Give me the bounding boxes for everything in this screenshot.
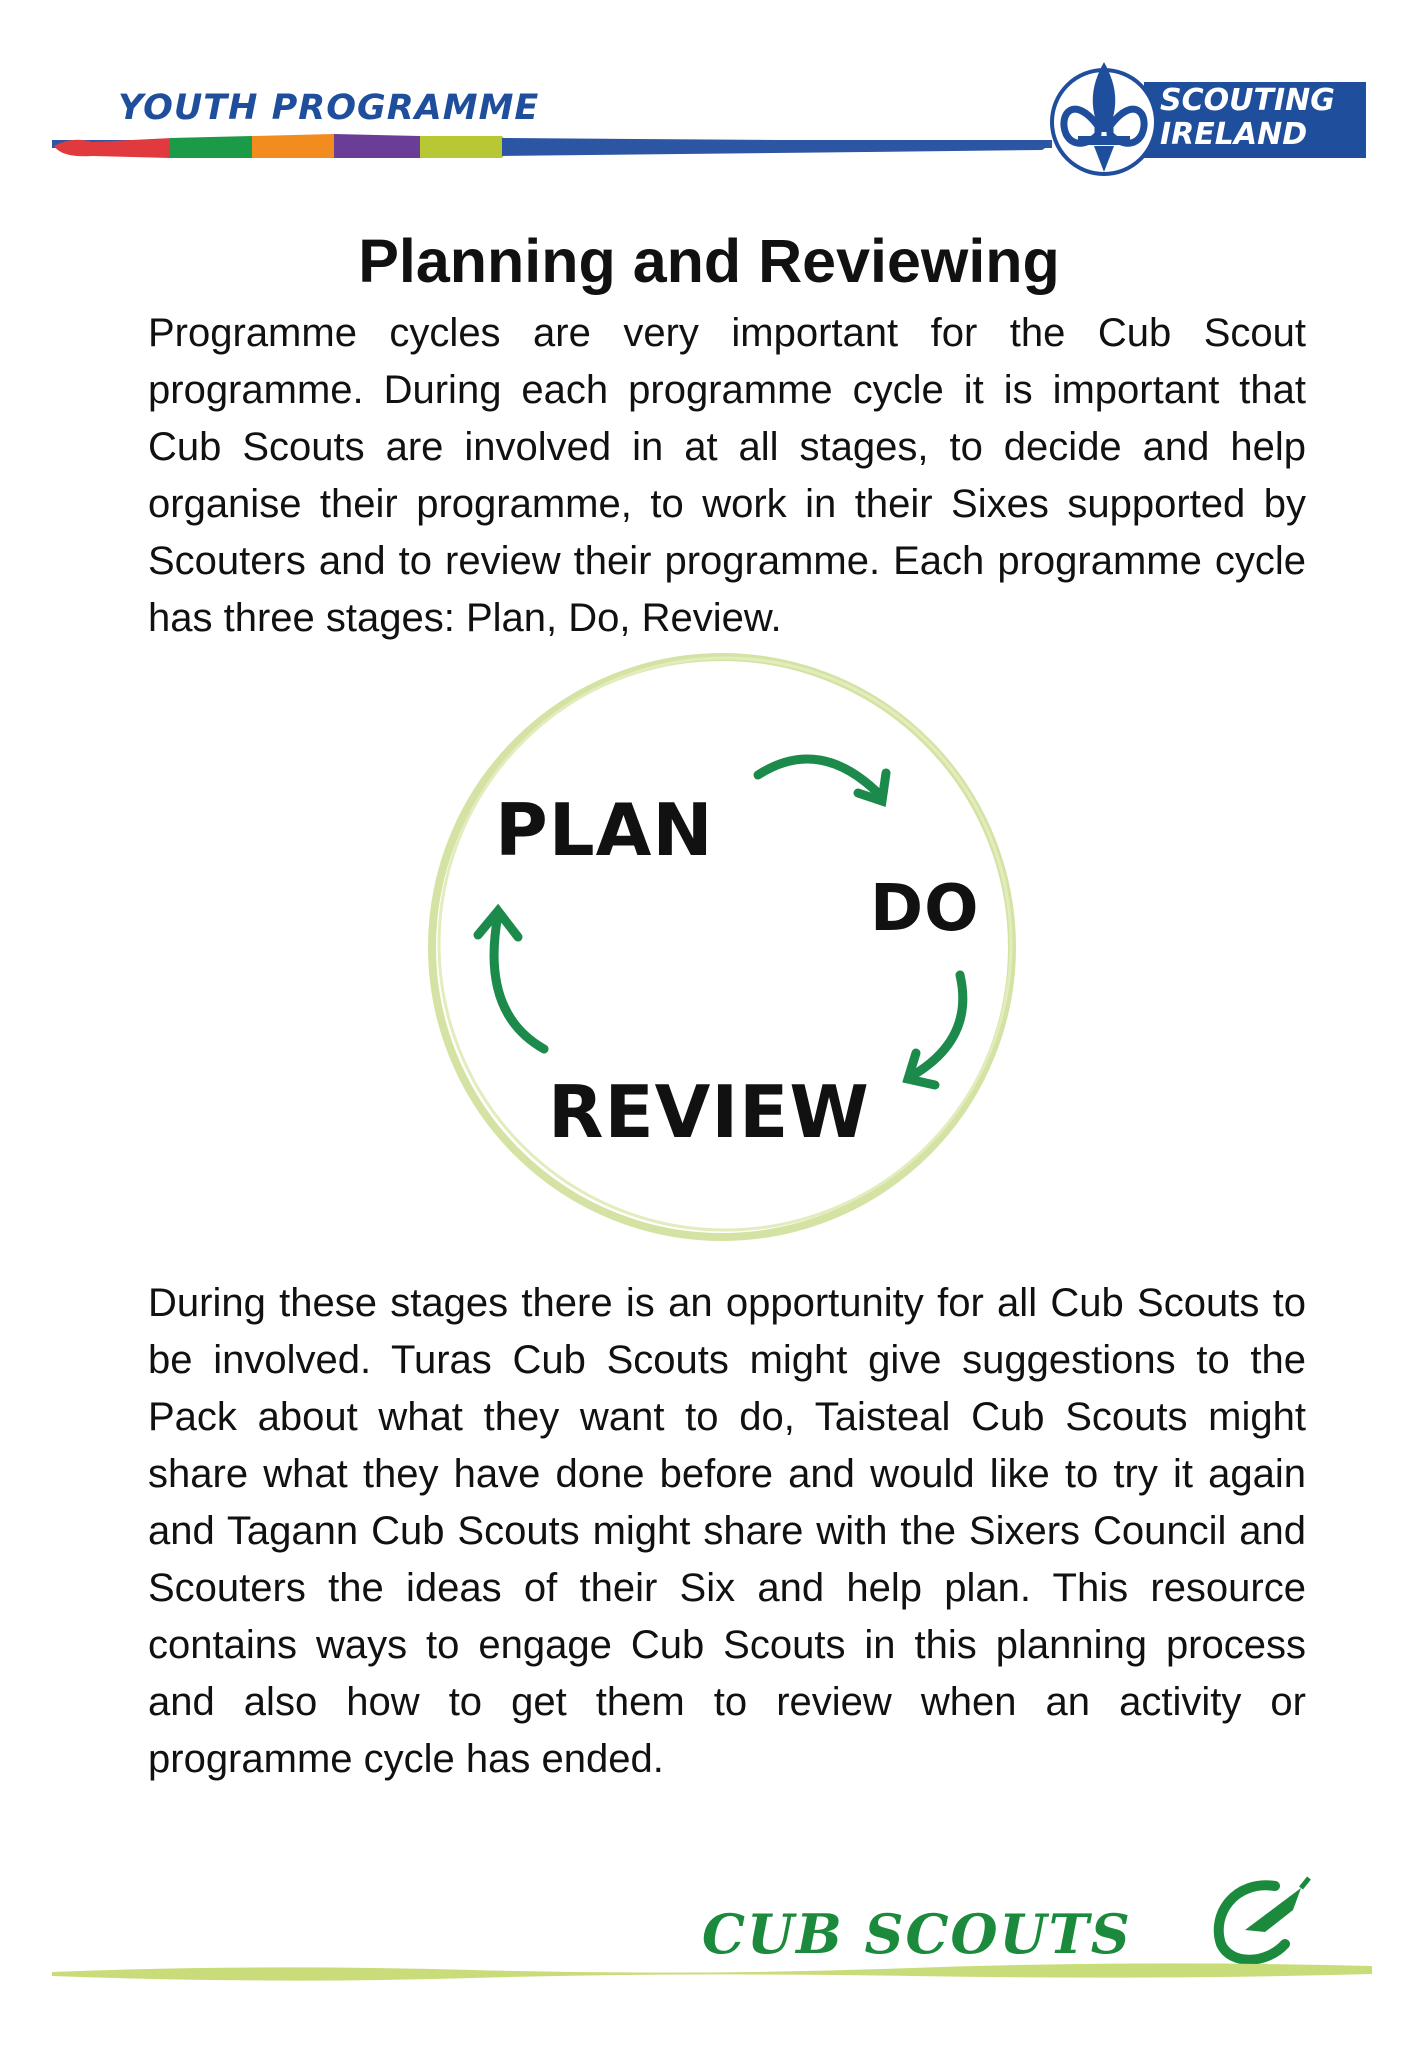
- youth-programme-label: YOUTH PROGRAMME: [118, 88, 540, 128]
- stages-paragraph: During these stages there is an opportunity for all Cub Scouts to be involved. Turas Cub Scouts might give suggestions to the Pack about what they want to do, Taisteal Cub Scouts might share what they have done before and would like to try it again and Tagann Cub Scouts might share with the Sixers Council and Scouters the ideas of their Six and help plan. This resource contains ways to engage Cub Scouts in this planning process and also how to get them to review when an activity or programme cycle has ended.: [148, 1281, 1306, 1781]
- page-header: [0, 0, 1418, 190]
- stage-label-do: DO: [870, 872, 980, 946]
- stripe-green: [170, 136, 259, 158]
- cub-scouts-emblem-icon: [1205, 1874, 1315, 1970]
- stripe-lime: [420, 136, 507, 158]
- stripe-purple: [334, 134, 425, 158]
- footer-green-stripe: [52, 1960, 1372, 1982]
- scouting-ireland-logo: [1036, 54, 1374, 178]
- arrow-do-to-review-icon: [908, 975, 963, 1085]
- stage-label-review: REVIEW: [548, 1070, 870, 1154]
- logo-line-2: IRELAND: [1160, 117, 1308, 152]
- stage-label-plan: PLAN: [495, 788, 714, 872]
- fleur-de-lis-icon: [1044, 54, 1164, 178]
- page-footer: [0, 1860, 1418, 2000]
- stripe-red: [54, 138, 177, 158]
- header-color-stripe: [52, 128, 1052, 164]
- logo-line-1: SCOUTING: [1160, 83, 1335, 118]
- stripe-orange: [252, 134, 341, 158]
- cub-scouts-label: CUB SCOUTS: [702, 1902, 1132, 1966]
- intro-paragraph: Programme cycles are very important for the Cub Scout programme. During each programme cycle it is important that Cub Scouts are involved in at all stages, to decide and help organise their programme, to work in their Sixes supported by Scouters and to review their programme. Each programme cycle has three stages: Plan, Do, Review.: [148, 311, 1306, 640]
- arrow-plan-to-do-icon: [758, 759, 886, 801]
- plan-do-review-cycle-diagram: [420, 645, 1030, 1255]
- arrow-review-to-plan-icon: [478, 911, 544, 1049]
- page-title: Planning and Reviewing: [358, 227, 1060, 295]
- logo-text: [1160, 84, 1370, 152]
